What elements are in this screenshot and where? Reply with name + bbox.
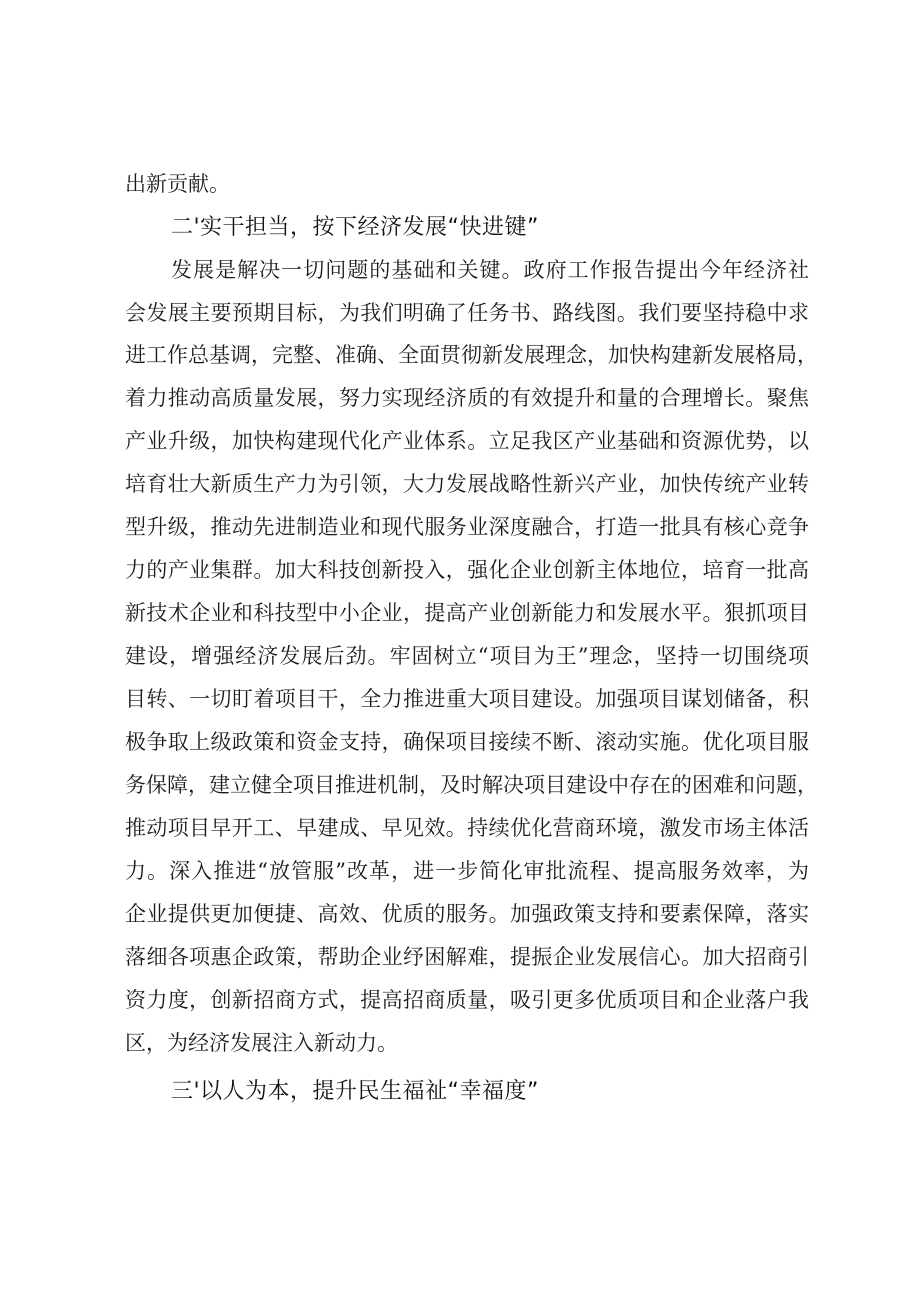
paragraph-line: 会发展主要预期目标，为我们明确了任务书、路线图。我们要坚持稳中求	[125, 301, 809, 325]
paragraph-line: 极争取上级政策和资金支持，确保项目接续不断、滚动实施。优化项目服	[125, 730, 809, 754]
paragraph-line: 进工作总基调，完整、准确、全面贯彻新发展理念，加快构建新发展格局，	[125, 343, 818, 367]
paragraph-line: 力的产业集群。加大科技创新投入，强化企业创新主体地位，培育一批高	[125, 558, 809, 582]
paragraph-line: 产业升级，加快构建现代化产业体系。立足我区产业基础和资源优势，以	[125, 429, 809, 453]
paragraph-line: 区，为经济发展注入新动力。	[125, 1031, 398, 1055]
paragraph-line: 新技术企业和科技型中小企业，提高产业创新能力和发展水平。狠抓项目	[125, 601, 809, 625]
paragraph-line: 建设，增强经济发展后劲。牢固树立“项目为王”理念，坚持一切围绕项	[125, 644, 809, 668]
paragraph-line: 着力推动高质量发展，努力实现经济质的有效提升和量的合理增长。聚焦	[125, 386, 809, 410]
paragraph-line: 企业提供更加便捷、高效、优质的服务。加强政策支持和要素保障，落实	[125, 902, 809, 926]
paragraph-line: 培育壮大新质生产力为引领，大力发展战略性新兴产业，加快传统产业转	[125, 472, 809, 496]
paragraph-line: 资力度，创新招商方式，提高招商质量，吸引更多优质项目和企业落户我	[125, 988, 809, 1012]
paragraph-line: 务保障，建立健全项目推进机制，及时解决项目建设中存在的困难和问题，	[125, 773, 818, 797]
paragraph-line: 力。深入推进“放管服”改革，进一步简化审批流程、提高服务效率，为	[125, 859, 809, 883]
paragraph-line: 落细各项惠企政策，帮助企业纾困解难，提振企业发展信心。加大招商引	[125, 945, 809, 969]
paragraph-line: 目转、一切盯着项目干，全力推进重大项目建设。加强项目谋划储备，积	[125, 687, 809, 711]
paragraph-line: 推动项目早开工、早建成、早见效。持续优化营商环境，激发市场主体活	[125, 816, 809, 840]
paragraph-line: 发展是解决一切问题的基础和关键。政府工作报告提出今年经济社	[171, 258, 809, 282]
section-three-heading: 三'以人为本，提升民生福祉“幸福度”	[171, 1079, 539, 1104]
paragraph-fragment: 出新贡献。	[125, 172, 230, 196]
section-two-heading: 二'实干担当，按下经济发展“快进键”	[171, 215, 539, 240]
paragraph-line: 型升级，推动先进制造业和现代服务业深度融合，打造一批具有核心竞争	[125, 515, 809, 539]
